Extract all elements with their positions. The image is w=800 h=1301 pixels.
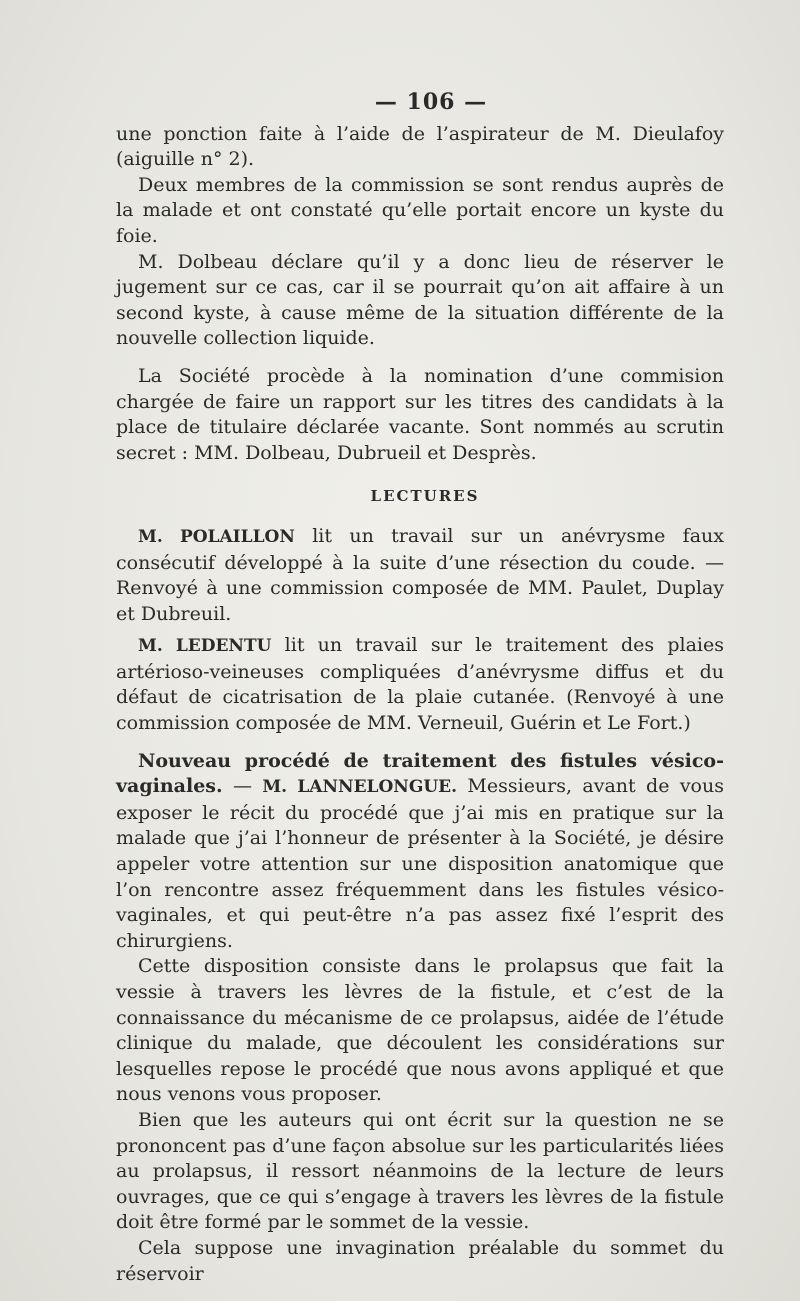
article-intro-paragraph (116, 749, 724, 955)
lecture-polaillon (116, 524, 724, 627)
article-paragraph: Cette disposition consiste dans le prolapsus que fait la vessie à travers les lèvres de la fistule, et c’est de la connaissance du mécanisme de ce prolapsus, aidée de l’étude clinique du malade, que découlent les considérations sur lesquelles repose le procédé que nous avons appliqué et que nous venons vous proposer. (116, 955, 724, 1106)
speaker-name: M. LEDENTU (138, 636, 272, 657)
paragraph-nomination: La Société procède à la nomination d’une commision chargée de faire un rapport sur les titres des candidats à la place de titulaire déclarée vacante. Sont nommés au scrutin secret : MM. Dolbeau, Dubrueil et Desprès. (116, 364, 724, 464)
lecture-ledentu (116, 633, 724, 736)
paragraph-dolbeau: M. Dolbeau déclare qu’il y a donc lieu de réserver le jugement sur ce cas, car il se pourrait qu’on ait affaire à un second kyste, à cause même de la situation différente de la nouvelle collection liquide. (116, 250, 724, 350)
page-number: — 106 — (374, 89, 488, 115)
article-paragraph: Bien que les auteurs qui ont écrit sur la question ne se prononcent pas d’une façon absolue sur les particularités liées au prolapsus, il ressort néanmoins de la lecture de leurs ouvrages, que ce qui s’engage à travers les lèvres de la fistule doit être formé par le sommet de la vessie. (116, 1108, 724, 1234)
text-column (116, 90, 724, 1287)
article-paragraph: Cela suppose une invagination préalable du sommet du réservoir (116, 1236, 724, 1285)
paragraph-commission-visit: Deux membres de la commission se sont rendus auprès de la malade et ont constaté qu’elle portait encore un kyste du foie. (116, 173, 724, 247)
article-title: Nouveau procédé de traitement des fistules vésico-vaginales. (116, 749, 724, 798)
lecture-text: lit un travail sur le traitement des plaies artérioso-veineuses compliquées d’anévrysme diffus et du défaut de cicatrisation de la plaie cutanée. (Renvoyé à une commission composée de MM. Verneuil, Guérin et Le Fort.) (116, 634, 724, 735)
section-heading-lectures: LECTURES (370, 487, 480, 506)
article-dash: — (222, 775, 263, 798)
lecture-text: lit un travail sur un anévrysme faux consécutif développé à la suite d’une résection du coude. — Renvoyé à une commission composée de MM. Paulet, Duplay et Dubreuil. (116, 524, 724, 625)
article-intro: Messieurs, avant de vous exposer le récit du procédé que j’ai mis en pratique sur la malade que j’ai l’honneur de présenter à la Société, je désire appeler votre attention sur une disposition anatomique que l’on rencontre assez fréquemment dans les fistules vésico-vaginales, et qui peut-être n’a pas assez fixé l’esprit des chirurgiens. (116, 775, 724, 952)
speaker-name: M. POLAILLON (138, 526, 295, 547)
paragraph-continuation: une ponction faite à l’aide de l’aspirateur de M. Dieulafoy (aiguille n° 2). (116, 122, 724, 171)
article-author: M. LANNELONGUE. (262, 777, 458, 798)
